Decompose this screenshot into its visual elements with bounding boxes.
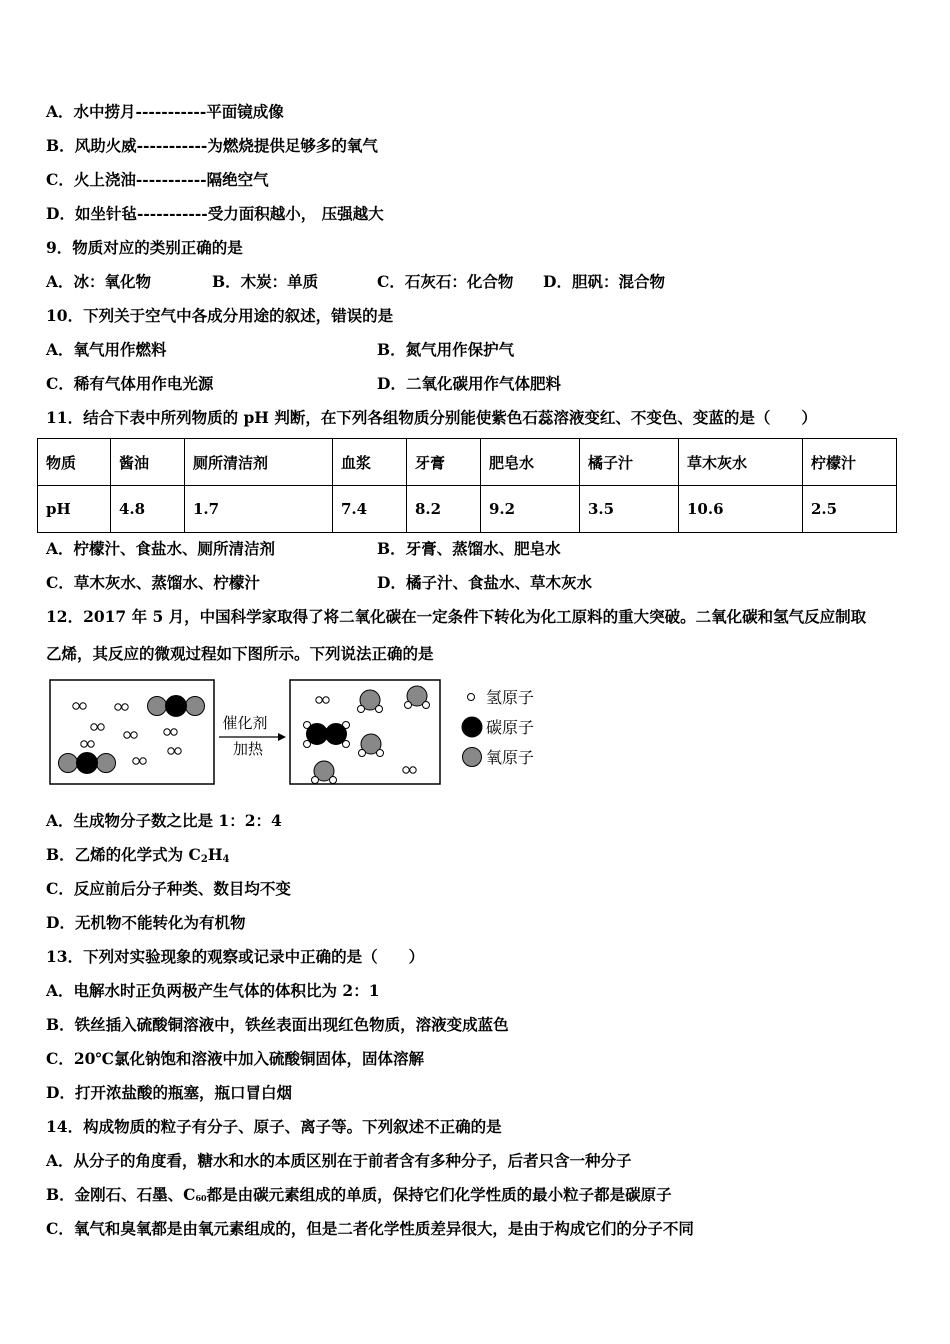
table-cell: pH bbox=[38, 486, 111, 533]
table-cell: 8.2 bbox=[407, 486, 481, 533]
q11-option-b: B．牙膏、蒸馏水、肥皂水 bbox=[377, 539, 561, 558]
water-molecule bbox=[312, 761, 337, 784]
q11-option-d: D．橘子汁、食盐水、草木灰水 bbox=[377, 573, 592, 592]
heat-label: 加热 bbox=[232, 740, 264, 758]
arrow-head-icon bbox=[278, 733, 286, 741]
water-molecule bbox=[405, 686, 430, 709]
legend-oxygen: 氧原子 bbox=[486, 748, 535, 767]
q14-option-c: C．氧气和臭氧都是由氧元素组成的，但是二者化学性质差异很大，是由于构成它们的分子不同 bbox=[46, 1219, 694, 1238]
q12-stem-line1: 12．2017 年 5 月，中国科学家取得了将二氧化碳在一定条件下转化为化工原料的重大突破。二氧化碳和氢气反应制取 bbox=[46, 607, 867, 626]
q11-stem: 11．结合下表中所列物质的 pH 判断，在下列各组物质分别能使紫色石蕊溶液变红、不变色、变蓝的是（ ） bbox=[46, 408, 817, 427]
table-cell: 9.2 bbox=[481, 486, 580, 533]
ethylene-molecule bbox=[304, 722, 350, 748]
q14-option-a: A．从分子的角度看，糖水和水的本质区别在于前者含有多种分子，后者只含一种分子 bbox=[46, 1151, 632, 1170]
q13-option-b: B．铁丝插入硫酸铜溶液中，铁丝表面出现红色物质，溶液变成蓝色 bbox=[46, 1015, 509, 1034]
water-molecule bbox=[358, 690, 383, 713]
q14-option-b bbox=[46, 1185, 672, 1208]
q8-option-a: A．水中捞月-----------平面镜成像 bbox=[46, 102, 284, 121]
q9-option-a: A．冰：氧化物 bbox=[46, 272, 152, 291]
q13-option-c: C．20℃氯化钠饱和溶液中加入硫酸铜固体，固体溶解 bbox=[46, 1049, 424, 1068]
q10-option-c: C．稀有气体用作电光源 bbox=[46, 374, 214, 393]
co2-molecule bbox=[148, 696, 205, 717]
q14-option-b-prefix: B．金刚石、石墨、C bbox=[46, 1185, 196, 1204]
ph-table bbox=[37, 438, 897, 533]
table-cell: 厕所清洁剂 bbox=[185, 439, 333, 486]
table-cell: 橘子汁 bbox=[580, 439, 679, 486]
q8-option-d: D．如坐针毡-----------受力面积越小， 压强越大 bbox=[46, 204, 384, 223]
q11-option-c: C．草木灰水、蒸馏水、柠檬汁 bbox=[46, 573, 260, 592]
table-cell: 酱油 bbox=[111, 439, 185, 486]
legend-hydrogen: 氢原子 bbox=[486, 688, 535, 707]
q12-option-c: C．反应前后分子种类、数目均不变 bbox=[46, 879, 291, 898]
q8-option-b: B．风助火威-----------为燃烧提供足够多的氧气 bbox=[46, 136, 378, 155]
q9-option-d: D．胆矾：混合物 bbox=[543, 272, 665, 291]
table-cell: 3.5 bbox=[580, 486, 679, 533]
hydrogen-atom-icon bbox=[468, 694, 475, 701]
water-molecule bbox=[359, 734, 384, 757]
q10-option-b: B．氮气用作保护气 bbox=[377, 340, 515, 359]
q9-stem: 9．物质对应的类别正确的是 bbox=[46, 238, 243, 257]
table-cell: 血浆 bbox=[333, 439, 407, 486]
q14-option-b-suffix: 都是由碳元素组成的单质，保持它们化学性质的最小粒子都是碳原子 bbox=[206, 1185, 672, 1204]
q12-option-b-prefix: B．乙烯的化学式为 C bbox=[46, 845, 201, 864]
q13-option-d: D．打开浓盐酸的瓶塞，瓶口冒白烟 bbox=[46, 1083, 292, 1102]
q9-option-b: B．木炭：单质 bbox=[212, 272, 319, 291]
table-cell: 1.7 bbox=[185, 486, 333, 533]
catalyst-label: 催化剂 bbox=[222, 714, 268, 732]
subscript: 2 bbox=[200, 854, 208, 865]
co2-molecule bbox=[59, 753, 116, 774]
subscript: 60 bbox=[195, 1193, 207, 1203]
table-cell: 柠檬汁 bbox=[803, 439, 897, 486]
table-row bbox=[38, 439, 897, 486]
q12-option-d: D．无机物不能转化为有机物 bbox=[46, 913, 246, 932]
oxygen-atom-icon bbox=[463, 748, 482, 767]
table-cell: 肥皂水 bbox=[481, 439, 580, 486]
table-cell: 10.6 bbox=[679, 486, 803, 533]
subscript: 4 bbox=[222, 854, 230, 865]
table-cell: 物质 bbox=[38, 439, 111, 486]
q10-option-d: D．二氧化碳用作气体肥料 bbox=[377, 374, 561, 393]
q12-stem-line2: 乙烯，其反应的微观过程如下图所示。下列说法正确的是 bbox=[46, 644, 434, 663]
q11-option-a: A．柠檬汁、食盐水、厕所清洁剂 bbox=[46, 539, 276, 558]
table-cell: 草木灰水 bbox=[679, 439, 803, 486]
q10-option-a: A．氧气用作燃料 bbox=[46, 340, 167, 359]
table-cell: 7.4 bbox=[333, 486, 407, 533]
table-cell: 4.8 bbox=[111, 486, 185, 533]
q12-option-a: A．生成物分子数之比是 1：2：4 bbox=[46, 811, 282, 830]
table-cell: 牙膏 bbox=[407, 439, 481, 486]
legend-carbon: 碳原子 bbox=[486, 718, 535, 737]
table-cell: 2.5 bbox=[803, 486, 897, 533]
carbon-atom-icon bbox=[462, 717, 482, 737]
q8-option-c: C．火上浇油-----------隔绝空气 bbox=[46, 170, 269, 189]
q9-option-c: C．石灰石：化合物 bbox=[377, 272, 514, 291]
q10-stem: 10．下列关于空气中各成分用途的叙述，错误的是 bbox=[46, 306, 394, 325]
q14-stem: 14．构成物质的粒子有分子、原子、离子等。下列叙述不正确的是 bbox=[46, 1117, 502, 1136]
q12-option-b-mid: H bbox=[207, 845, 223, 864]
q13-stem: 13．下列对实验现象的观察或记录中正确的是（ ） bbox=[46, 947, 425, 966]
q13-option-a: A．电解水时正负两极产生气体的体积比为 2：1 bbox=[46, 981, 380, 1000]
table-row bbox=[38, 486, 897, 533]
q12-option-b bbox=[46, 845, 229, 870]
reaction-diagram bbox=[48, 676, 568, 791]
